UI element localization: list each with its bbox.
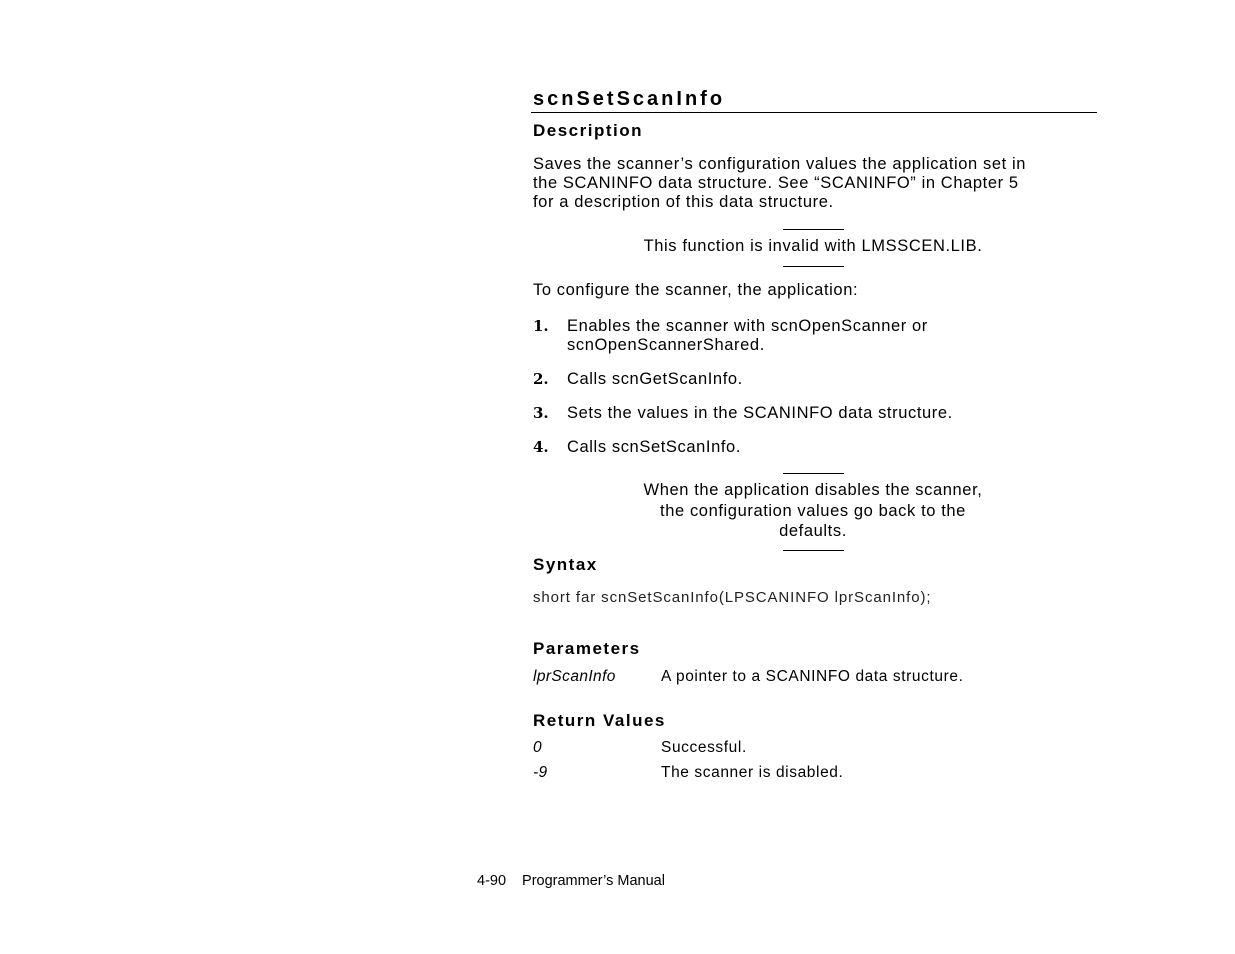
step-line: Calls scnGetScanInfo. xyxy=(567,370,743,388)
step-text xyxy=(567,370,1037,389)
note-rule-bottom xyxy=(783,266,844,267)
description-line: Saves the scanner’s configuration values the application set in xyxy=(533,155,1027,173)
note-disable-defaults xyxy=(590,480,1036,542)
syntax-heading: Syntax xyxy=(533,555,598,574)
description-line: for a description of this data structure. xyxy=(533,193,834,211)
step-number: 2. xyxy=(533,370,549,388)
note-line: When the application disables the scanner, xyxy=(643,481,983,499)
book-title: Programmer’s Manual xyxy=(522,873,665,889)
return-value-description: The scanner is disabled. xyxy=(661,764,844,781)
step-text xyxy=(567,438,1037,457)
syntax-code: short far scnSetScanInfo(LPSCANINFO lprScanInfo); xyxy=(533,589,932,606)
step-line: Enables the scanner with scnOpenScanner or xyxy=(567,317,928,335)
description-heading: Description xyxy=(533,121,644,140)
step-line: Sets the values in the SCANINFO data structure. xyxy=(567,404,953,422)
description-text xyxy=(533,155,1093,212)
note-rule-top xyxy=(783,229,844,230)
step-text xyxy=(567,404,1037,423)
step-line: Calls scnSetScanInfo. xyxy=(567,438,742,456)
note-rule-bottom xyxy=(783,550,844,551)
step-number: 3. xyxy=(533,404,549,422)
return-value-description: Successful. xyxy=(661,739,747,756)
note-rule-top xyxy=(783,473,844,474)
return-value-code: -9 xyxy=(533,764,548,781)
return-value-code: 0 xyxy=(533,739,543,756)
page-number: 4-90 xyxy=(477,873,507,889)
page-title: scnSetScanInfo xyxy=(533,88,726,110)
note-line: the configuration values go back to the xyxy=(660,501,966,520)
parameter-description: A pointer to a SCANINFO data structure. xyxy=(661,668,964,685)
parameter-name: lprScanInfo xyxy=(533,668,616,685)
step-number: 1. xyxy=(533,317,549,335)
step-text xyxy=(567,317,1037,355)
step-number: 4. xyxy=(533,438,549,456)
parameters-heading: Parameters xyxy=(533,639,641,658)
description-line: the SCANINFO data structure. See “SCANINFO” in Chapter 5 xyxy=(533,174,1019,192)
step-line: scnOpenScannerShared. xyxy=(567,336,765,354)
note-invalid-lib: This function is invalid with LMSSCEN.LIB. xyxy=(643,237,983,255)
title-rule xyxy=(531,112,1097,113)
note-line: defaults. xyxy=(779,522,847,540)
return-values-heading: Return Values xyxy=(533,711,666,730)
steps-intro: To configure the scanner, the application: xyxy=(533,281,859,299)
page-footer xyxy=(477,873,665,889)
